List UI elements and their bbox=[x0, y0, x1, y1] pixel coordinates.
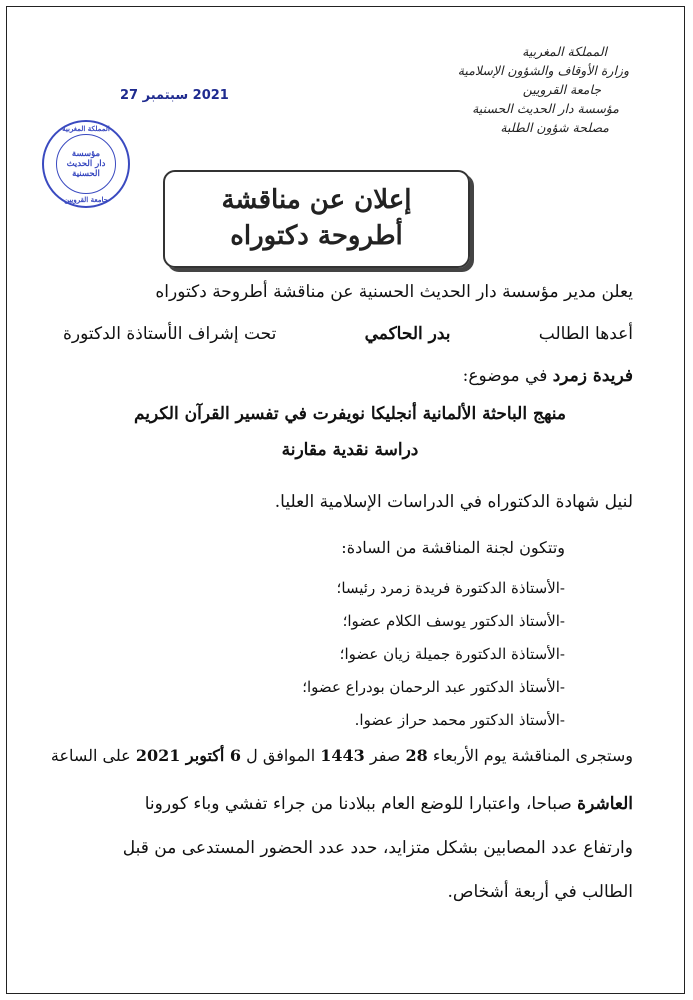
thesis-title-line-2: دراسة نقدية مقارنة bbox=[281, 440, 419, 460]
schedule-line-4: الطالب في أربعة أشخاص. bbox=[447, 882, 633, 902]
schedule-text-d: على الساعة bbox=[50, 746, 131, 765]
header-kingdom: المملكة المغربية bbox=[522, 44, 607, 59]
student-name: بدر الحاكمي bbox=[364, 324, 451, 344]
intro-line-3 bbox=[463, 366, 633, 386]
intro-topic-label: في موضوع: bbox=[462, 366, 548, 386]
degree-line: لنيل شهادة الدكتوراه في الدراسات الإسلامية العليا. bbox=[274, 492, 633, 512]
committee-member: -الأستاذ الدكتور عبد الرحمان بودراع عضوا؛ bbox=[302, 678, 565, 696]
title-line-2: أطروحة دكتوراه bbox=[230, 221, 403, 251]
official-seal bbox=[42, 120, 130, 208]
intro-line-2 bbox=[63, 324, 633, 344]
intro-line-1: يعلن مدير مؤسسة دار الحديث الحسنية عن مناقشة أطروحة دكتوراه bbox=[155, 282, 633, 302]
committee-list bbox=[302, 572, 565, 737]
committee-member: -الأستاذة الدكتورة جميلة زيان عضوا؛ bbox=[339, 645, 565, 663]
header-university: جامعة القرويين bbox=[522, 82, 601, 97]
schedule-day: 28 bbox=[405, 746, 428, 765]
schedule-month: صفر bbox=[369, 746, 401, 765]
seal-line-3: الحسنية bbox=[72, 169, 100, 179]
committee-intro: وتتكون لجنة المناقشة من السادة: bbox=[341, 538, 565, 557]
schedule-text-2: صباحا، واعتبارا للوضع العام ببلادنا من جراء تفشي وباء كورونا bbox=[144, 794, 572, 814]
schedule-line-2 bbox=[145, 794, 633, 814]
committee-member: -الأستاذة الدكتورة فريدة زمرد رئيسا؛ bbox=[336, 579, 565, 597]
schedule-text-a: وستجرى المناقشة يوم الأربعاء bbox=[432, 746, 633, 765]
seal-line-2: دار الحديث bbox=[66, 159, 106, 169]
title-line-1: إعلان عن مناقشة bbox=[221, 185, 412, 215]
seal-line-1: مؤسسة bbox=[71, 149, 101, 159]
committee-member: -الأستاذ الدكتور يوسف الكلام عضوا؛ bbox=[342, 612, 565, 630]
announcement-title-box bbox=[163, 170, 470, 268]
seal-center bbox=[56, 134, 116, 194]
schedule-hijri-year: 1443 bbox=[320, 746, 365, 765]
schedule-hour: العاشرة bbox=[577, 794, 633, 814]
seal-ring-top: المملكة المغربية bbox=[62, 124, 110, 133]
date-stamp: 2021 سبتمبر 27 bbox=[120, 88, 229, 103]
schedule-gregorian-date: 6 أكتوبر 2021 bbox=[135, 746, 242, 765]
seal-ring-bottom: جامعة القرويين bbox=[63, 195, 109, 204]
header-ministry: وزارة الأوقاف والشؤون الإسلامية bbox=[457, 63, 629, 78]
supervisor-name: فريدة زمرد bbox=[552, 366, 633, 386]
intro-supervision: تحت إشراف الأستاذة الدكتورة bbox=[63, 324, 277, 344]
schedule-line-1 bbox=[51, 746, 633, 765]
schedule-text-c: الموافق ل bbox=[246, 746, 316, 765]
schedule-line-3: وارتفاع عدد المصابين بشكل متزايد، حدد عدد الحضور المستدعى من قبل bbox=[122, 838, 633, 858]
header-department: مصلحة شؤون الطلبة bbox=[500, 120, 609, 135]
institution-header bbox=[369, 42, 629, 137]
intro-prepared-by: أعدها الطالب bbox=[538, 324, 633, 344]
thesis-title-line-1: منهج الباحثة الألمانية أنجليكا نويفرت في تفسير القرآن الكريم bbox=[133, 404, 567, 424]
header-institution: مؤسسة دار الحديث الحسنية bbox=[472, 101, 619, 116]
committee-member: -الأستاذ الدكتور محمد حراز عضوا. bbox=[354, 711, 565, 729]
